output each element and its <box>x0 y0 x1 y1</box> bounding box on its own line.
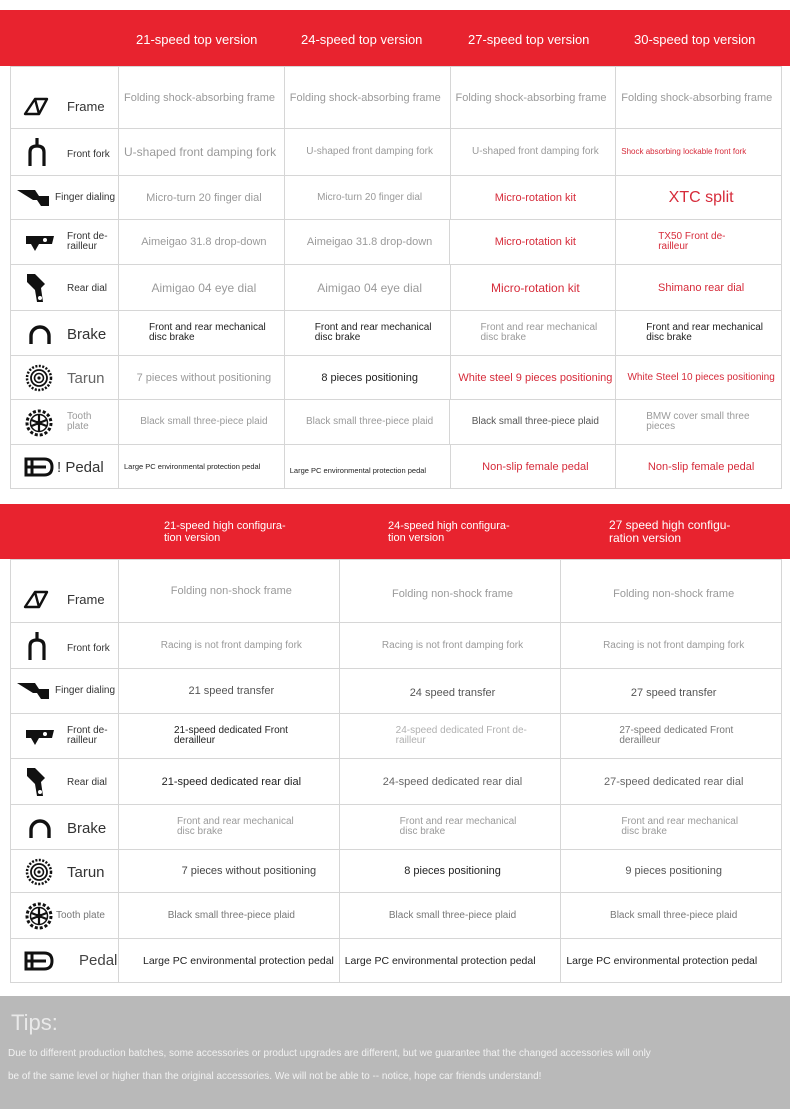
table-cell: U-shaped front damping fork <box>285 129 451 175</box>
row-label: Finger dialing <box>11 669 119 713</box>
table-row <box>11 311 782 356</box>
table-row <box>11 714 782 759</box>
rear-derailleur-icon <box>25 272 51 304</box>
table-cell: White steel 9 pieces positioning <box>451 356 617 399</box>
table-cell: Shock absorbing lockable front fork <box>616 129 782 175</box>
table-cell: Non-slip female pedal <box>616 445 782 488</box>
table-cell: Racing is not front damping fork <box>561 623 782 668</box>
table-cell: Large PC environmental protection pedal <box>119 939 340 982</box>
table-row <box>11 850 782 893</box>
table-cell: 24-speed dedicated rear dial <box>340 759 562 804</box>
table-cell: U-shaped front damping fork <box>451 129 617 175</box>
table-cell: Front and rear mechanical disc brake <box>561 805 782 849</box>
table-cell: Front and rear mechanical disc brake <box>285 311 451 355</box>
table-row <box>11 356 782 400</box>
table-cell: Black small three-piece plaid <box>450 400 616 444</box>
brake-icon <box>27 322 53 346</box>
table-cell: Racing is not front damping fork <box>340 623 562 668</box>
header-band-top-versions <box>0 10 790 66</box>
header-24-speed-top: 24-speed top version <box>301 32 423 47</box>
table-row <box>11 893 782 939</box>
table-cell: 21 speed transfer <box>119 669 340 713</box>
table-cell: Micro-turn 20 finger dial <box>285 176 451 219</box>
table-cell: Large PC environmental protection pedal <box>561 939 782 982</box>
tips-line-2: be of the same level or higher than the original accessories. We will not be able to -- notice, hope car friends understand! <box>8 1071 542 1082</box>
table-cell: Non-slip female pedal <box>451 445 617 488</box>
header-21-speed-high: 21-speed high configura- tion version <box>164 520 286 544</box>
table-cell: 7 pieces without positioning <box>119 356 285 399</box>
fork-icon <box>27 632 47 662</box>
table-cell: 21-speed dedicated rear dial <box>119 759 340 804</box>
table-cell: Large PC environmental protection pedal <box>119 445 285 488</box>
table-cell: Black small three-piece plaid <box>119 400 285 444</box>
table-cell: Folding non-shock frame <box>119 560 340 622</box>
table-cell: Large PC environmental protection pedal <box>285 445 451 488</box>
table-cell: XTC split <box>616 176 782 219</box>
table-cell: U-shaped front damping fork <box>119 129 285 175</box>
row-label: Brake <box>11 805 119 849</box>
row-label: Rear dial <box>11 759 119 804</box>
table-cell: White Steel 10 pieces positioning <box>616 356 782 399</box>
table-row <box>11 939 782 983</box>
frame-icon <box>23 589 49 609</box>
table-cell: 24-speed dedicated Front de- railleur <box>340 714 562 758</box>
table-row <box>11 265 782 311</box>
cassette-icon <box>25 858 53 886</box>
header-27-speed-high: 27 speed high configu- ration version <box>609 518 731 545</box>
table-cell: TX50 Front de- railleur <box>616 220 782 264</box>
table-cell: Large PC environmental protection pedal <box>340 939 562 982</box>
tips-panel <box>0 996 790 1109</box>
header-band-high-config <box>0 504 790 559</box>
row-label: Brake <box>11 311 119 355</box>
table-cell: Folding shock-absorbing frame <box>285 67 451 128</box>
fork-icon <box>27 138 47 168</box>
table-cell: Front and rear mechanical disc brake <box>119 311 285 355</box>
table-cell: Folding non-shock frame <box>561 560 782 622</box>
table-cell: 21-speed dedicated Front derailleur <box>119 714 340 758</box>
table-cell: Folding shock-absorbing frame <box>119 67 285 128</box>
table-row <box>11 67 782 129</box>
tips-title: Tips: <box>11 1010 58 1035</box>
table-cell: Front and rear mechanical disc brake <box>340 805 562 849</box>
table-row <box>11 669 782 714</box>
rear-derailleur-icon <box>25 766 51 798</box>
table-cell: Micro-turn 20 finger dial <box>119 176 285 219</box>
table-row <box>11 623 782 669</box>
pedal-icon <box>24 456 56 478</box>
frame-icon <box>23 96 49 116</box>
table-row <box>11 176 782 220</box>
table-cell: 7 pieces without positioning <box>119 850 340 892</box>
table-cell: 27 speed transfer <box>561 669 782 713</box>
table-cell: Micro-rotation kit <box>450 220 616 264</box>
row-label: Front de- railleur <box>11 714 119 758</box>
table-row <box>11 129 782 176</box>
table-row <box>11 445 782 489</box>
row-label: Frame <box>11 67 119 128</box>
row-label: ! Pedal <box>11 445 119 488</box>
row-label: Front fork <box>11 129 119 175</box>
row-label: Rear dial <box>11 265 119 310</box>
table-cell: Black small three-piece plaid <box>285 400 451 444</box>
table-cell: Aimeigao 31.8 drop-down <box>285 220 451 264</box>
header-21-speed-top: 21-speed top version <box>136 32 258 47</box>
table-cell: 8 pieces positioning <box>340 850 562 892</box>
table-cell: Front and rear mechanical disc brake <box>616 311 782 355</box>
table-cell: Black small three-piece plaid <box>119 893 340 938</box>
table-cell: Aimeigao 31.8 drop-down <box>119 220 285 264</box>
table-cell: Black small three-piece plaid <box>561 893 782 938</box>
row-label: Frame <box>11 560 119 622</box>
table-cell: Racing is not front damping fork <box>119 623 340 668</box>
table-cell: 8 pieces positioning <box>285 356 451 399</box>
row-label: Tooth plate <box>11 893 119 938</box>
table-cell: Folding non-shock frame <box>340 560 562 622</box>
table-cell: Shimano rear dial <box>616 265 782 310</box>
row-label: Tooth plate <box>11 400 119 444</box>
table-cell: Folding shock-absorbing frame <box>451 67 617 128</box>
table-row <box>11 220 782 265</box>
table-cell: Aimigao 04 eye dial <box>119 265 285 310</box>
table-cell: 24 speed transfer <box>340 669 562 713</box>
table-cell: 27-speed dedicated rear dial <box>561 759 782 804</box>
brake-icon <box>27 816 53 840</box>
pedal-icon <box>24 950 56 972</box>
table-cell: Black small three-piece plaid <box>340 893 562 938</box>
row-label: Front de- railleur <box>11 220 119 264</box>
row-label: Finger dialing <box>11 176 119 219</box>
table-cell: BMW cover small three pieces <box>616 400 782 444</box>
table-cell: Aimigao 04 eye dial <box>285 265 451 310</box>
table-cell: Front and rear mechanical disc brake <box>451 311 617 355</box>
header-24-speed-high: 24-speed high configura- tion version <box>388 520 510 544</box>
table-cell: Micro-rotation kit <box>451 176 617 219</box>
table-cell: Front and rear mechanical disc brake <box>119 805 340 849</box>
table-cell: 9 pieces positioning <box>561 850 782 892</box>
front-derailleur-icon <box>25 234 55 252</box>
table-cell: Micro-rotation kit <box>451 265 617 310</box>
row-label: Tarun <box>11 850 119 892</box>
cassette-icon <box>25 364 53 392</box>
row-label: Pedal <box>11 939 119 982</box>
table-row <box>11 759 782 805</box>
table-row <box>11 400 782 445</box>
spec-table-high-config <box>10 559 782 983</box>
header-27-speed-top: 27-speed top version <box>468 32 590 47</box>
spec-table-top-versions <box>10 66 782 489</box>
table-row <box>11 560 782 623</box>
tips-line-1: Due to different production batches, some accessories or product upgrades are different, but we guarantee that the changed accessories will only <box>8 1048 651 1059</box>
table-row <box>11 805 782 850</box>
row-label: Tarun <box>11 356 119 399</box>
chainring-icon <box>25 409 53 437</box>
table-cell: Folding shock-absorbing frame <box>616 67 782 128</box>
front-derailleur-icon <box>25 728 55 746</box>
header-30-speed-top: 30-speed top version <box>634 32 756 47</box>
row-label: Front fork <box>11 623 119 668</box>
table-cell: 27-speed dedicated Front derailleur <box>561 714 782 758</box>
chainring-icon <box>25 902 53 930</box>
